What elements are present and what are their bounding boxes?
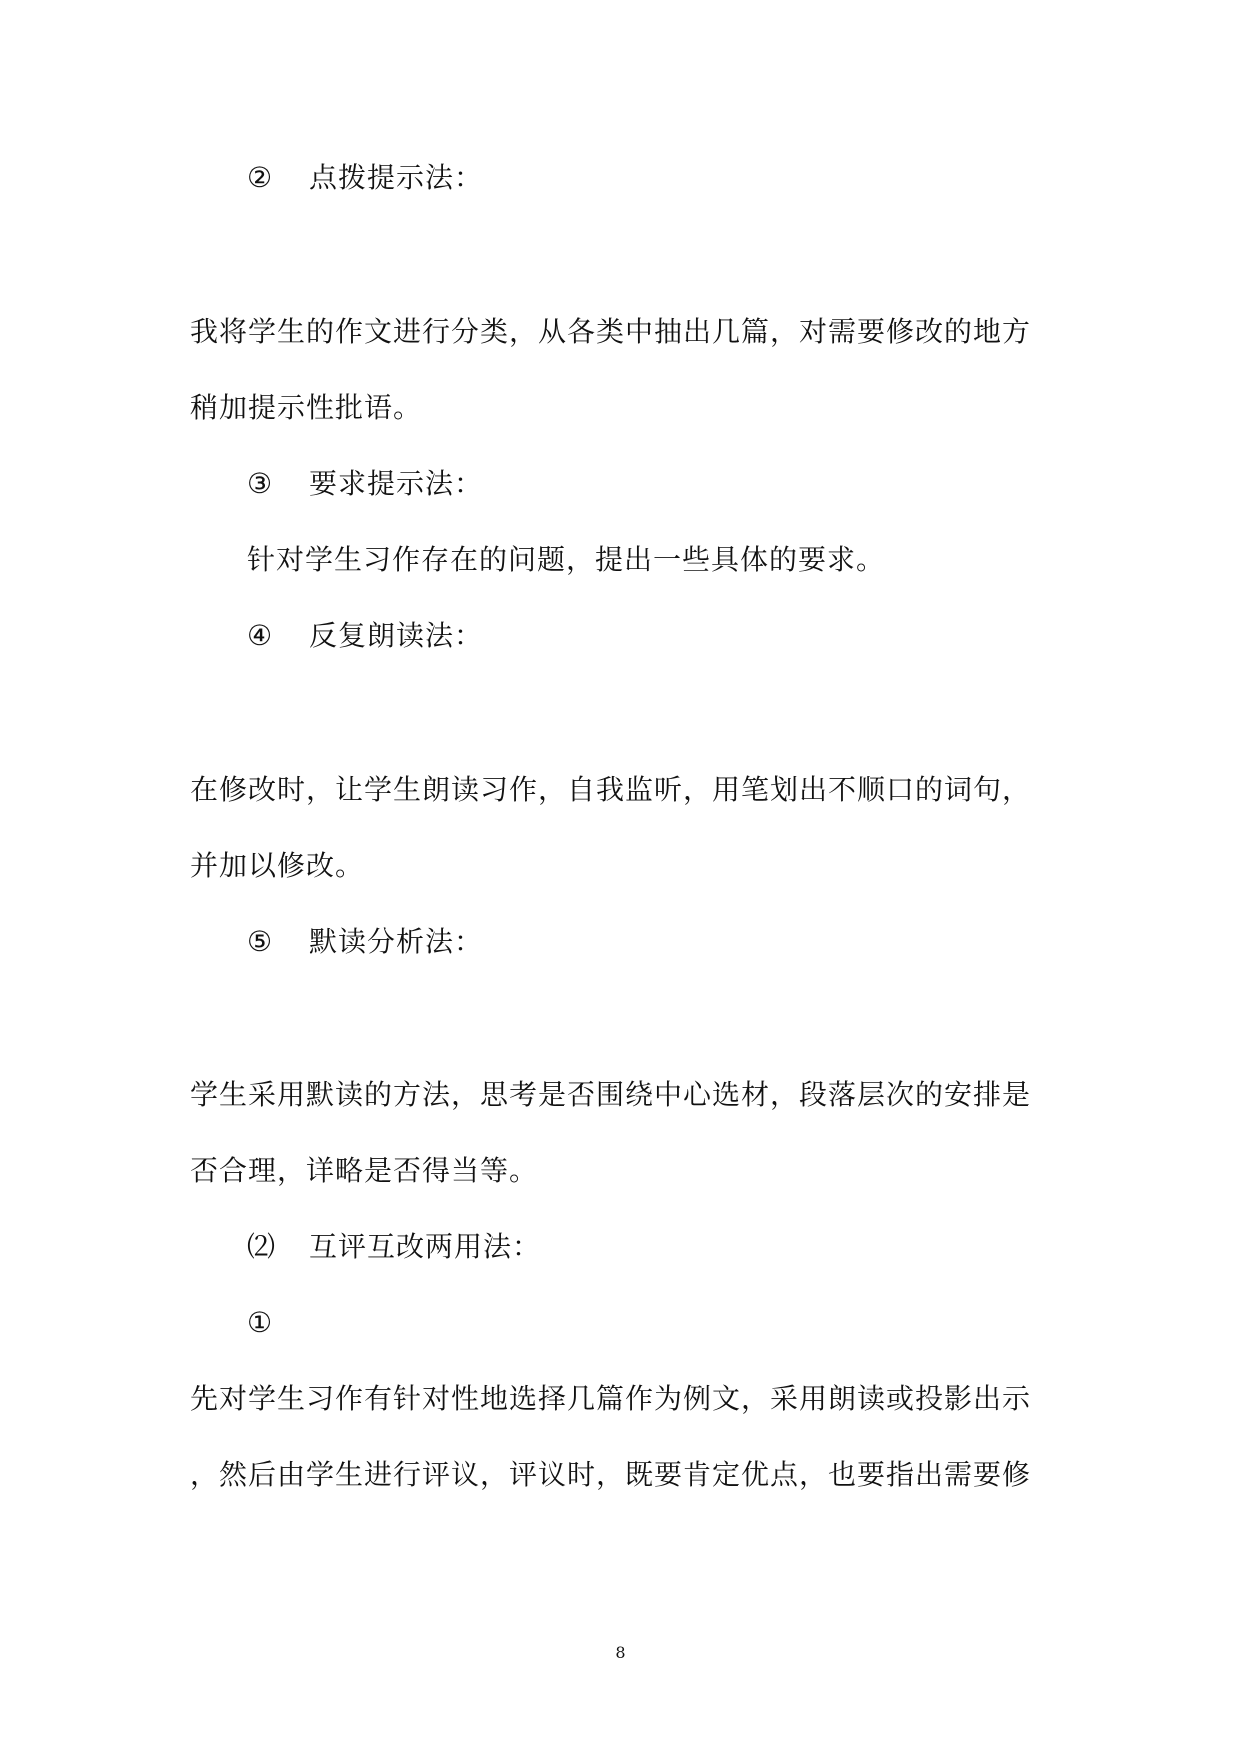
heading-number: ③ — [247, 467, 274, 500]
paragraph-line: 学生采用默读的方法，思考是否围绕中心选材，段落层次的安排是 — [190, 1078, 1032, 1111]
heading-number: ① — [247, 1306, 274, 1339]
paragraph-line: 稍加提示性批语。 — [190, 391, 423, 424]
heading-method-group-2 — [247, 1231, 541, 1263]
heading-subitem-1 — [247, 1307, 309, 1339]
heading-number: ② — [247, 161, 274, 194]
heading-method-3 — [247, 468, 483, 500]
heading-number: ⑵ — [247, 1230, 277, 1263]
heading-method-2 — [247, 162, 483, 194]
paragraph-line: ，然后由学生进行评议，评议时，既要肯定优点，也要指出需要修 — [190, 1458, 1032, 1491]
heading-number: ⑤ — [247, 925, 274, 958]
heading-label: 点拨提示法： — [309, 161, 484, 194]
paragraph-line: 针对学生习作存在的问题，提出一些具体的要求。 — [247, 543, 886, 576]
heading-label: 要求提示法： — [309, 467, 484, 500]
paragraph-line: 否合理，详略是否得当等。 — [190, 1154, 539, 1187]
paragraph-line: 我将学生的作文进行分类，从各类中抽出几篇，对需要修改的地方 — [190, 315, 1032, 348]
heading-label: 反复朗读法： — [309, 619, 484, 652]
paragraph-line: 先对学生习作有针对性地选择几篇作为例文，采用朗读或投影出示 — [190, 1382, 1032, 1415]
page-number: 8 — [615, 1643, 626, 1662]
paragraph-line: 在修改时，让学生朗读习作，自我监听，用笔划出不顺口的词句， — [190, 773, 1032, 806]
heading-number: ④ — [247, 619, 274, 652]
paragraph-line: 并加以修改。 — [190, 849, 365, 882]
heading-method-4 — [247, 620, 483, 652]
heading-method-5 — [247, 926, 483, 958]
heading-label: 默读分析法： — [309, 925, 484, 958]
heading-label: 互评互改两用法： — [309, 1230, 542, 1263]
